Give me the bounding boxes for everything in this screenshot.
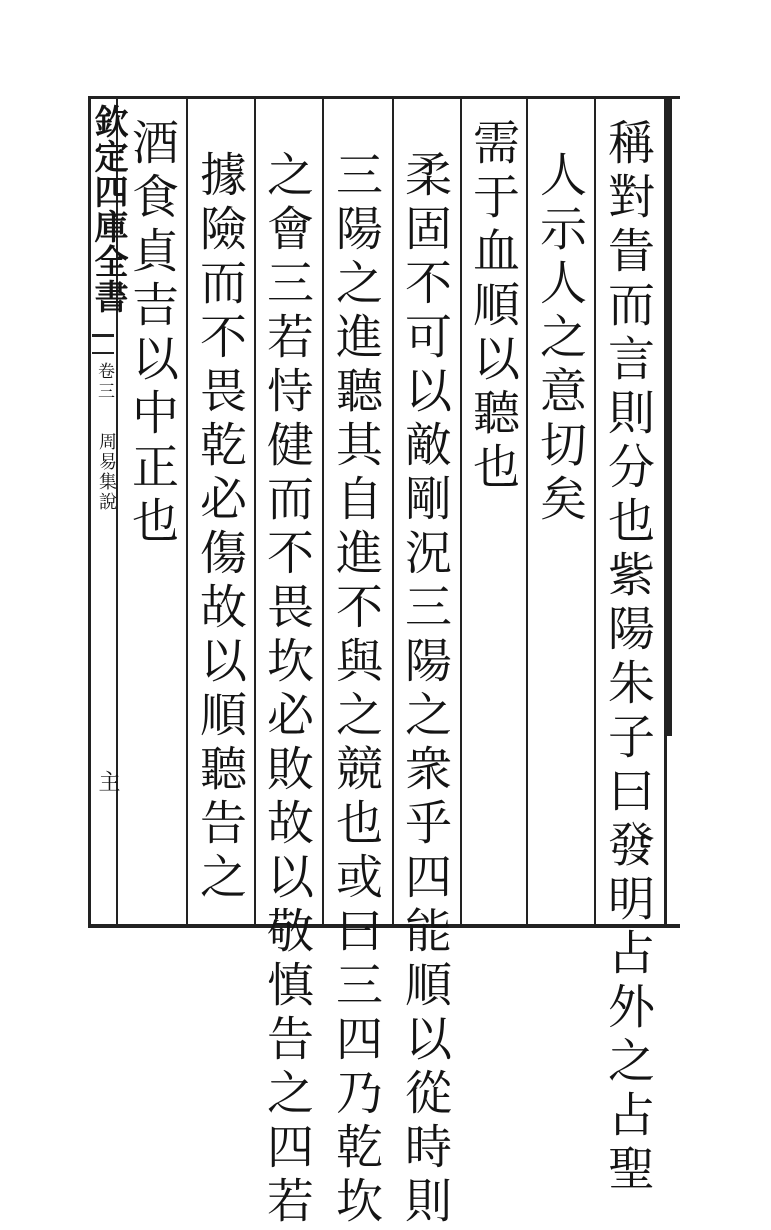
margin-book-title: 周易集說 [96, 432, 117, 512]
top-border [88, 96, 680, 99]
text-column-5: 三陽之進聽其自進不與之競也或曰三四乃乾坎 [328, 150, 383, 1230]
text-column-8: 酒食貞吉以中正也 [124, 118, 179, 550]
text-column-2: 人示人之意切矣 [532, 150, 587, 528]
column-divider [254, 98, 256, 924]
text-column-7: 據險而不畏乾必傷故以順聽告之 [192, 150, 247, 906]
margin-title: 欽定四庫全書 [88, 104, 128, 314]
bottom-border [88, 924, 680, 928]
margin-juan: 卷三 [94, 362, 114, 402]
right-border-thin [664, 736, 667, 926]
column-divider [594, 98, 596, 924]
margin-page-number: 主 [95, 770, 120, 792]
column-divider [186, 98, 188, 924]
text-column-6: 之會三若恃健而不畏坎必敗故以敬慎告之四若 [259, 150, 314, 1230]
column-divider [322, 98, 324, 924]
text-column-3: 需于血順以聽也 [465, 118, 520, 496]
right-border-thick [664, 96, 672, 736]
text-column-4: 柔固不可以敵剛況三陽之衆乎四能順以從時則 [397, 150, 452, 1230]
fish-tail-mark [92, 334, 114, 354]
column-divider [392, 98, 394, 924]
text-column-1: 稱對眚而言則分也紫陽朱子曰發明占外之占聖 [600, 118, 655, 1198]
column-divider [526, 98, 528, 924]
column-divider [460, 98, 462, 924]
